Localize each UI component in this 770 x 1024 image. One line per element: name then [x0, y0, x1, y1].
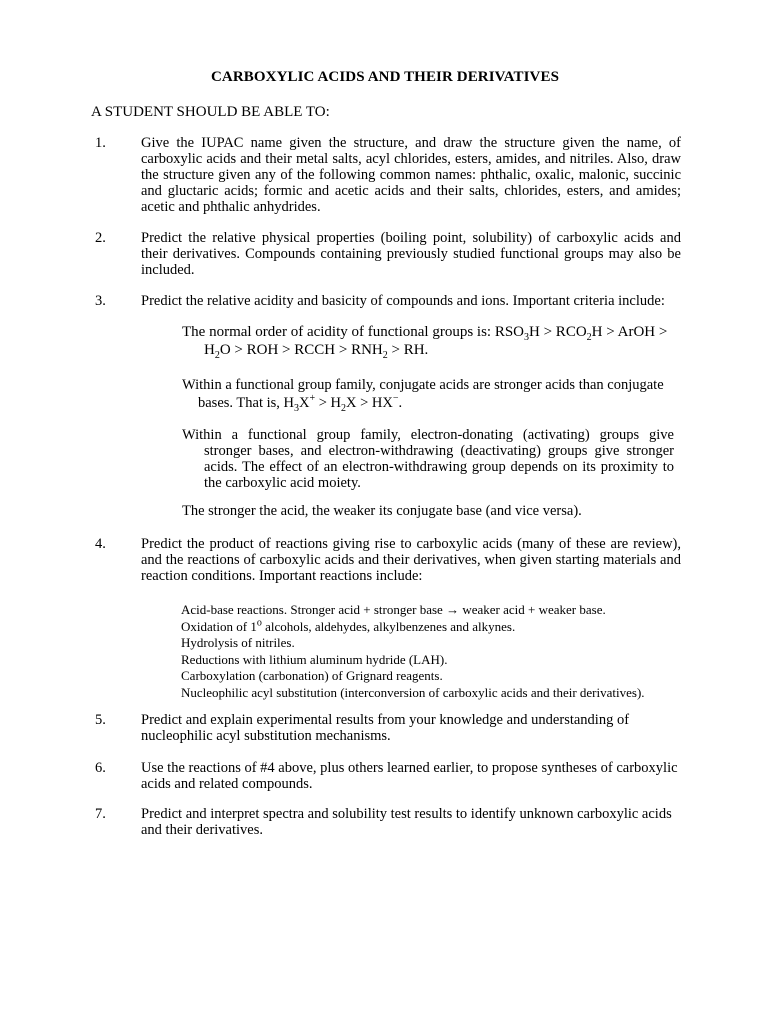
item-number: 5.: [95, 712, 106, 728]
section-subtitle: A STUDENT SHOULD BE ABLE TO:: [91, 104, 330, 120]
reaction-carboxylation: Carboxylation (carbonation) of Grignard reagents.: [181, 668, 443, 683]
objective-item-2: [91, 230, 681, 278]
reaction-oxidation: Oxidation of 1$^o$ alcohols, aldehydes, alkylbenzenes and alkynes.: [181, 617, 516, 634]
item-number: 1.: [95, 135, 106, 151]
acid-base-strength-rule: The stronger the acid, the weaker its conjugate base (and vice versa).: [182, 503, 582, 519]
item-number: 6.: [95, 760, 106, 776]
item-text: Predict and explain experimental results from your knowledge and understanding of nucleophilic acyl substitution mechanisms.: [141, 712, 630, 744]
item-number: 4.: [95, 536, 106, 552]
objective-item-5: [91, 712, 681, 744]
item-number: 2.: [95, 230, 106, 246]
objective-item-4: [91, 536, 681, 584]
conjugate-acids-rule: Within a functional group family, conjugate acids are stronger acids than conjugate bases. That is, $H_3X^+ > H_2X > HX^-$.: [182, 377, 664, 414]
reaction-acid-base: Acid-base reactions. Stronger acid + stronger base → weaker acid + weaker base.: [181, 602, 606, 617]
item-text: Predict the product of reactions giving rise to carboxylic acids (many of these are review), and the reactions of carboxylic acids and their derivatives, when given starting materials and reaction conditions. Important reactions include:: [141, 536, 681, 584]
objective-item-3: [91, 293, 681, 309]
objective-item-6: [91, 760, 681, 792]
objective-item-1: [91, 135, 681, 215]
electron-donating-rule: Within a functional group family, electron-donating (activating) groups give stronger bases, and electron-withdrawing (deactivating) groups give stronger acids. The effect of an electron-withdrawing group depends on its proximity to the carboxylic acid moiety.: [182, 427, 674, 491]
item-text: Give the IUPAC name given the structure, and draw the structure given the name, of carboxylic acids and their metal salts, acyl chlorides, esters, amides, and nitriles. Also, draw the structure given any of the following common names: phthalic, oxalic, malonic, succinic and gluctaric acids; formic and acetic acids and their salts, chlorides, esters, and amides; acetic and phthalic anhydrides.: [141, 135, 681, 215]
page-title: CARBOXYLIC ACIDS AND THEIR DERIVATIVES: [210, 69, 560, 85]
item-text: Predict the relative physical properties (boiling point, solubility) of carboxylic acids and their derivatives. Compounds containing previously studied functional groups may also be included.: [141, 230, 681, 278]
reactions-list: [181, 602, 681, 701]
acidity-order: The normal order of acidity of functional groups is: $RSO_3H > RCO_2H$ > ArOH > $H_2O$ > ROH > RCCH > $RNH_2$ > RH.: [182, 324, 668, 361]
item-number: 3.: [95, 293, 106, 309]
reaction-hydrolysis: Hydrolysis of nitriles.: [181, 635, 295, 650]
reaction-reductions: Reductions with lithium aluminum hydride (LAH).: [181, 651, 448, 667]
item-text: Use the reactions of #4 above, plus others learned earlier, to propose syntheses of carboxylic acids and related compounds.: [141, 760, 678, 792]
item-number: 7.: [95, 806, 106, 822]
item-text: Predict and interpret spectra and solubility test results to identify unknown carboxylic acids and their derivatives.: [141, 806, 672, 838]
objective-item-7: [91, 806, 681, 838]
item-text: Predict the relative acidity and basicity of compounds and ions. Important criteria include:: [141, 293, 665, 309]
reaction-nucleophilic-acyl-substitution: Nucleophilic acyl substitution (interconversion of carboxylic acids and their derivatives).: [181, 684, 645, 700]
